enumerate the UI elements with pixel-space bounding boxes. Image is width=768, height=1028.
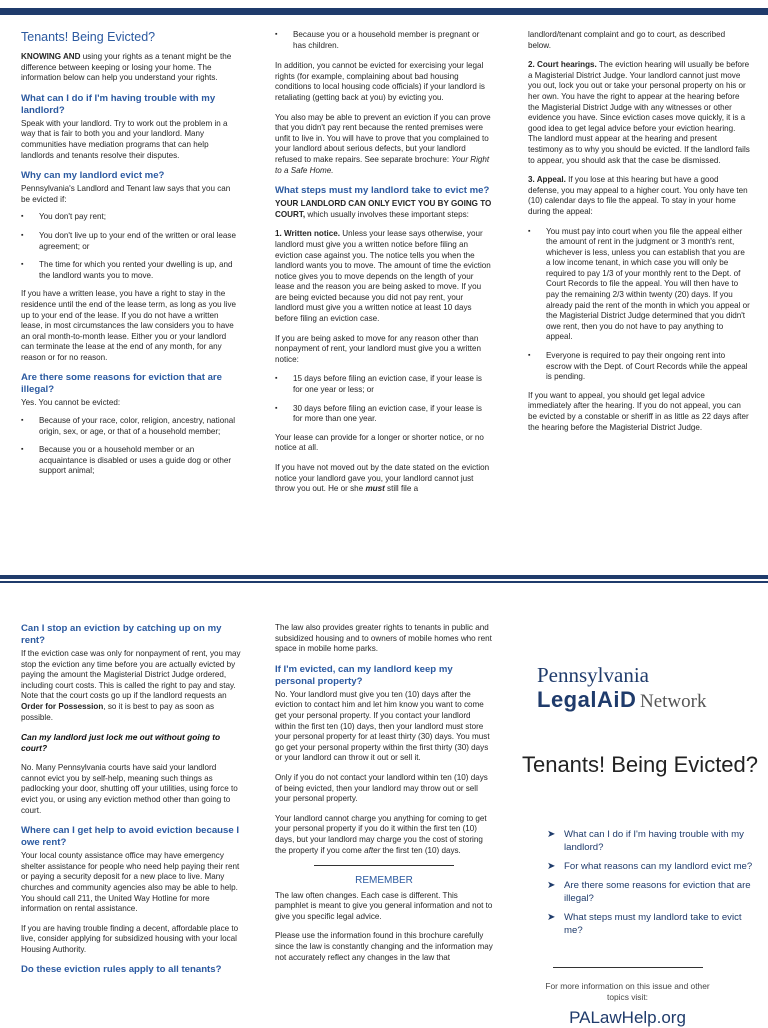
list-item: ▪ Everyone is required to pay their ongoing rent into escrow with the Dept. of Court Records while the appeal is pending. xyxy=(528,351,750,383)
heading-rules-apply: Do these eviction rules apply to all tenants? xyxy=(21,964,222,976)
lock-paragraph: No. Many Pennsylvania courts have said your landlord cannot evict you by self-help, meaning such things as padlocking your door, shutting off your utilities, using force to evict you, or using any eviction method other than going to court. xyxy=(21,763,238,815)
list-item: ▪ Because you or a household member or an acquaintance is disabled or uses a guide dog or other support animal; xyxy=(21,445,241,477)
why-list xyxy=(21,212,241,281)
list-item: ▪ You don't pay rent; xyxy=(21,212,241,223)
heading-trouble: What can I do if I'm having trouble with my landlord? xyxy=(21,92,216,116)
arrow-icon: ➤ xyxy=(547,861,556,872)
panel-3 xyxy=(528,30,750,442)
notice-paragraph: 1. Written notice. Unless your lease says otherwise, your landlord must give you a written notice before filing an eviction case against you. The notice tells you when the landlord wants you to move. The amount of time the eviction notice gives you to move depends on the length of your lease and the reason you are being asked to move. If you are being evicted because you did not pay rent, your landlord must give you a written notice at least 10 days before filing an eviction case. xyxy=(275,229,491,324)
panel-1 xyxy=(21,30,241,485)
appeal-list xyxy=(528,227,750,383)
intro-paragraph: KNOWING AND using your rights as a tenant might be the difference between keeping or losing your home. The information below can help you understand your rights. xyxy=(21,52,232,83)
pregnant-list xyxy=(275,30,493,51)
website-link[interactable]: PALawHelp.org xyxy=(569,1008,686,1027)
retaliate-paragraph: In addition, you cannot be evicted for exercising your legal rights (for example, complaining about bad housing conditions to local housing code officials) if your landlord is retaliating (getting back at you) by evicting you. xyxy=(275,61,485,102)
steps-paragraph: YOUR LANDLORD CAN ONLY EVICT YOU BY GOING TO COURT, which usually involves these important steps: xyxy=(275,199,492,219)
list-item: ➤ For what reasons can my landlord evict me? xyxy=(547,861,753,872)
cover-title: Tenants! Being Evicted? xyxy=(521,752,759,777)
list-item: ▪ The time for which you rented your dwelling is up, and the landlord wants you to move. xyxy=(21,260,241,281)
heading-property: If I'm evicted, can my landlord keep my personal property? xyxy=(275,663,453,687)
appeal-paragraph: 3. Appeal. If you lose at this hearing but have a good defense, you may appeal to a higher court. You only have ten (10) calendar days to file the appeal. To stay in your home during the appeal: xyxy=(528,175,748,216)
list-item: ➤ What steps must my landlord take to evict me? xyxy=(547,912,742,936)
top-border xyxy=(0,8,768,15)
panel-2 xyxy=(275,30,493,504)
law-greater-paragraph: The law also provides greater rights to tenants in public and subsidized housing and to owners of mobile homes who rent space in mobile home parks. xyxy=(275,623,492,654)
continued-paragraph: landlord/tenant complaint and go to court, as described below. xyxy=(528,30,726,50)
page-gap xyxy=(0,583,768,605)
heading-illegal: Are there some reasons for eviction that are illegal? xyxy=(21,372,223,396)
page-title: Tenants! Being Evicted? xyxy=(21,30,156,44)
list-item: ▪ You don't live up to your end of the written or oral lease agreement; or xyxy=(21,231,241,252)
list-item: ▪ Because you or a household member is pregnant or has children. xyxy=(275,30,493,51)
trouble-finding-paragraph: If you are having trouble finding a decent, affordable place to live, consider applying for subsidized housing with your local Housing Authority. xyxy=(21,923,239,954)
pa-legal-aid-logo: Pennsylvania LegalAiD Network xyxy=(537,663,707,712)
heading-why-evict: Why can my landlord evict me? xyxy=(21,170,165,182)
changes-paragraph: The law often changes. Each case is different. This pamphlet is meant to give you general information and not to give you specific legal advice. xyxy=(275,890,493,921)
want-appeal-paragraph: If you want to appeal, you should get legal advice immediately after the hearing. If you do not appeal, you can be evicted by a constable or sheriff in as little as 22 days after the hearing before the Magisterial District Judge. xyxy=(528,390,749,432)
trouble-paragraph: Speak with your landlord. Try to work out the problem in a way that is fair to both you and your landlord. Many communities have mediation programs that can help landlords and tenants resolve their disputes. xyxy=(21,118,228,160)
heading-lock-out: Can my landlord just lock me out without going to court? xyxy=(21,732,221,754)
arrow-icon: ➤ xyxy=(547,880,556,891)
court-paragraph: 2. Court hearings. The eviction hearing will usually be before a Magisterial District Judge. Your landlord cannot just move you out, lock you out or take your personal property on his or her own. You have the right to appear at the hearing before the Magisterial District Judge with any witnesses or other evidence you have. Since eviction cases move quickly, it is a good idea to get legal advice before your eviction hearing. The landlord must appear at the hearing and present testimony as to why you should be evicted. If the landlord fails to appear, you should ask that the case be dismissed. xyxy=(528,60,750,165)
more-info-text: For more information on this issue and other topics visit: xyxy=(545,981,710,1002)
cover-rule xyxy=(553,967,703,968)
illegal-paragraph: Yes. You cannot be evicted: xyxy=(21,398,121,408)
arrow-icon: ➤ xyxy=(547,829,556,840)
list-item: ▪ Because of your race, color, religion, ancestry, national origin, sex, or age, or that of a household member; xyxy=(21,416,241,437)
cover-question-list xyxy=(547,828,757,943)
lease-paragraph: If you have a written lease, you have a right to stay in the residence until the end of the lease term, as long as you live up to your end of the lease. If you do not have a written lease, in most circumstances the law considers you to have an oral month-to-month lease. Either you or your landlord can terminate the lease at the end of any month, for any reason or for no reason. xyxy=(21,289,237,362)
list-item: ➤ What can I do if I'm having trouble with my landlord? xyxy=(547,829,744,853)
page-divider xyxy=(0,575,768,579)
help-paragraph: Your local county assistance office may have emergency shelter assistance for people who need help paying their rent or paying a security deposit for a new place to live. Many churches and community agencies also may be able to help. You should call 211, the United Way Hotline for more information on rental assistance. xyxy=(21,851,240,914)
property-paragraph: No. Your landlord must give you ten (10) days after the eviction to contact him and let him know you want to come get your personal property. If you contact your landlord within the first ten (10) days, then your landlord must store your personal property for at least thirty (30) days. You must go get your personal property within the first thirty (30) days or your landlord can throw it out or sell it. xyxy=(275,689,490,763)
list-item: ▪ 30 days before filing an eviction case, if your lease is for more than one year. xyxy=(275,404,493,425)
catch-paragraph: If the eviction case was only for nonpayment of rent, you may stop the eviction any time before you are actually evicted by paying the amount the Magisterial District Judge ordered, including court costs. This is called the right to pay and stay. Note that the court costs go up if the landlord requests an Order for Possession, so it is best to pay as soon as possible. xyxy=(21,649,241,722)
prevent-paragraph: You also may be able to prevent an eviction if you can prove that you didn't pay rent because the rented premises were unfit to live in. You will have to prove that you complained to your landlord about serious defects, but your landlord refused to make repairs. See separate brochure: Your Right to a Safe Home. xyxy=(275,112,491,175)
panel-4 xyxy=(21,623,241,978)
why-paragraph: Pennsylvania's Landlord and Tenant law says that you can be evicted if: xyxy=(21,184,231,204)
arrow-icon: ➤ xyxy=(547,912,556,923)
list-item: ➤ Are there some reasons for eviction that are illegal? xyxy=(547,880,751,904)
heading-help: Where can I get help to avoid eviction because I owe rent? xyxy=(21,825,240,849)
heading-catch-up: Can I stop an eviction by catching up on my rent? xyxy=(21,623,222,646)
heading-steps: What steps must my landlord take to evict me? xyxy=(275,185,490,197)
only-if-paragraph: Only if you do not contact your landlord within ten (10) days of being evicted, then your landlord may throw out or sell your personal property. xyxy=(275,772,488,804)
panel-5 xyxy=(275,623,493,972)
notice-list xyxy=(275,374,493,424)
illegal-list xyxy=(21,416,241,477)
remember-heading: REMEMBER xyxy=(355,875,413,887)
not-moved-paragraph: If you have not moved out by the date stated on the eviction notice your landlord gave you, your landlord cannot just throw you out. He or she must still file a xyxy=(275,463,490,494)
list-item: ▪ You must pay into court when you file the appeal either the amount of rent in the judgment or 3 month's rent, whichever is less, unless you can establish that you are a low income tenant, in which case you will only be required to pay 1/3 of your monthly rent to the Dept. of Court Records to file the appeal. You will then have to pay the remaining 2/3 within twenty (20) days. If you already paid the rent of the month in which you appeal or the Magisterial District Judge determined that you didn't owe rent, then you do not have to pay anything to appeal. xyxy=(528,227,750,344)
list-item: ▪ 15 days before filing an eviction case, if your lease is for one year or less; or xyxy=(275,374,493,395)
charge-paragraph: Your landlord cannot charge you anything for coming to get your personal property if you do it within the first ten (10) days, but your landlord may charge you the cost of storing the property if you come after the first ten (10) days. xyxy=(275,813,487,855)
longer-paragraph: Your lease can provide for a longer or shorter notice, or no notice at all. xyxy=(275,432,484,453)
other-reason-paragraph: If you are being asked to move for any reason other than nonpayment of rent, your landlord must give you a written notice: xyxy=(275,333,482,364)
please-paragraph: Please use the information found in this brochure carefully since the law is constantly changing and the information may not accurately reflect any changes in the law that xyxy=(275,931,493,962)
remember-rule xyxy=(314,865,454,866)
